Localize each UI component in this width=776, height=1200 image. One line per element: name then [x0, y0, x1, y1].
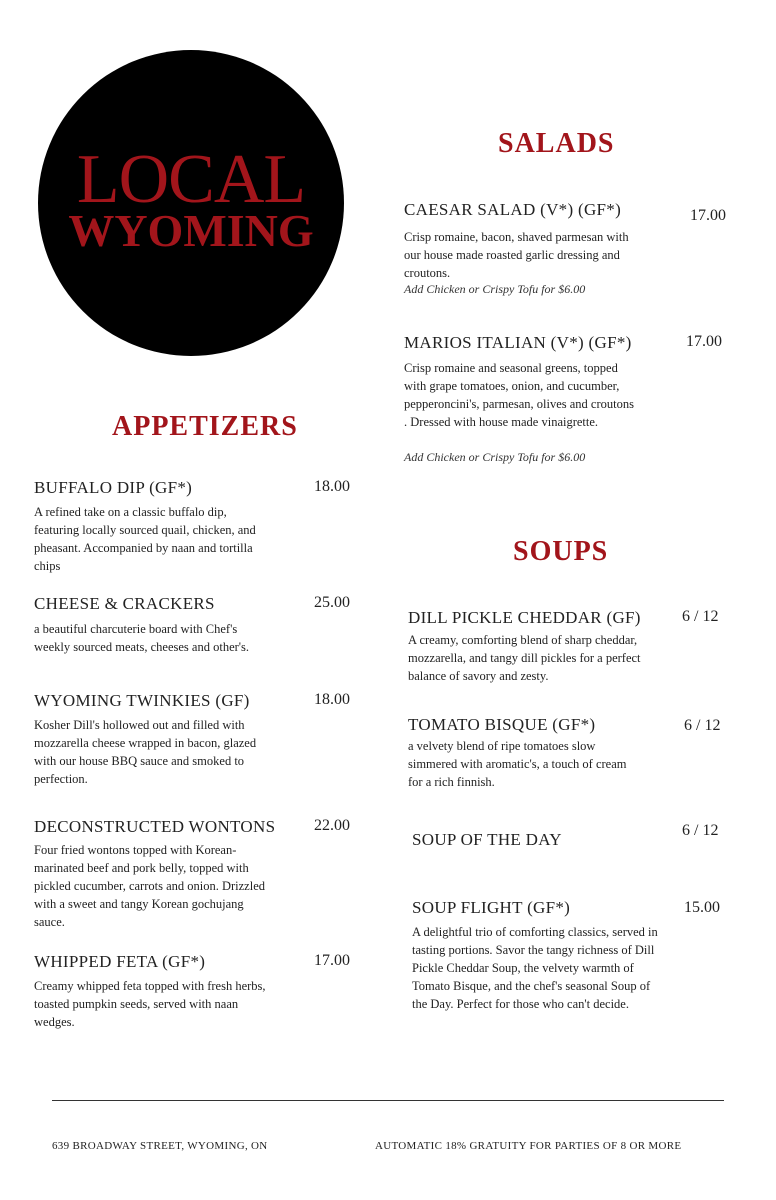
menu-item-description: Crisp romaine and seasonal greens, topped with grape tomatoes, onion, and cucumber, pepperoncini's, parmesan, olives and croutons . Dressed with house made vinaigrette. — [404, 361, 634, 429]
footer-gratuity-notice: AUTOMATIC 18% GRATUITY FOR PARTIES OF 8 OR MORE — [375, 1140, 682, 1152]
logo-text-wyoming: WYOMING — [68, 205, 314, 256]
menu-item-description: A creamy, comforting blend of sharp cheddar, mozzarella, and tangy dill pickles for a perfect balance of savory and zesty. — [408, 633, 641, 683]
menu-item-addon-note: Add Chicken or Crispy Tofu for $6.00 — [404, 450, 586, 464]
menu-item-price: 17.00 — [690, 207, 726, 224]
menu-item-price: 6 / 12 — [682, 822, 719, 839]
menu-item-name: DILL PICKLE CHEDDAR (GF) — [408, 608, 641, 627]
menu-item-description: A delightful trio of comforting classics, served in tasting portions. Savor the tangy richness of Dill Pickle Cheddar Soup, the velvety warmth of Tomato Bisque, and the chef's seasonal Soup of the Day. Perfect for those who can't decide. — [412, 925, 658, 1011]
menu-item-description: A refined take on a classic buffalo dip, featuring locally sourced quail, chicken, and pheasant. Accompanied by naan and tortilla chips — [34, 505, 256, 573]
menu-item-name: MARIOS ITALIAN (V*) (GF*) — [404, 333, 632, 352]
menu-item-price: 18.00 — [314, 691, 350, 708]
menu-item-price: 6 / 12 — [682, 608, 719, 625]
footer-divider — [52, 1100, 724, 1101]
section-heading-salads: SALADS — [498, 128, 615, 159]
menu-item-name: SOUP FLIGHT (GF*) — [412, 898, 571, 917]
menu-item-name: SOUP OF THE DAY — [412, 830, 562, 849]
restaurant-logo — [38, 50, 344, 356]
menu-item-price: 25.00 — [314, 594, 350, 611]
menu-item-name: WHIPPED FETA (GF*) — [34, 952, 206, 971]
menu-item-price: 17.00 — [686, 333, 722, 350]
menu-item-name: CHEESE & CRACKERS — [34, 594, 215, 613]
menu-item-addon-note: Add Chicken or Crispy Tofu for $6.00 — [404, 282, 586, 296]
menu-item-description: Creamy whipped feta topped with fresh herbs, toasted pumpkin seeds, served with naan wedges. — [34, 979, 266, 1029]
menu-item-price: 6 / 12 — [684, 717, 721, 734]
menu-item-description: Crisp romaine, bacon, shaved parmesan with our house made roasted garlic dressing and croutons. — [404, 230, 629, 280]
menu-item-price: 15.00 — [684, 899, 720, 916]
menu-item-price: 17.00 — [314, 952, 350, 969]
menu-item-description: a velvety blend of ripe tomatoes slow simmered with aromatic's, a touch of cream for a rich finnish. — [408, 739, 627, 789]
menu-item-price: 22.00 — [314, 817, 350, 834]
menu-item-description: a beautiful charcuterie board with Chef's weekly sourced meats, cheeses and other's. — [34, 622, 250, 654]
logo-text-local: LOCAL — [76, 141, 306, 218]
menu-item-name: CAESAR SALAD (V*) (GF*) — [404, 200, 622, 219]
menu-item-name: WYOMING TWINKIES (GF) — [34, 691, 250, 710]
menu-item-price: 18.00 — [314, 478, 350, 495]
menu-item-description: Four fried wontons topped with Korean-marinated beef and pork belly, topped with pickled cucumber, carrots and onion. Drizzled with a sweet and tangy Korean gochujang sauce. — [34, 843, 266, 929]
menu-item-description: Kosher Dill's hollowed out and filled with mozzarella cheese wrapped in bacon, glazed with our house BBQ sauce and smoked to perfection. — [34, 718, 257, 786]
menu-item-name: TOMATO BISQUE (GF*) — [408, 715, 596, 734]
section-heading-soups: SOUPS — [513, 536, 609, 567]
footer-address: 639 BROADWAY STREET, WYOMING, ON — [52, 1140, 268, 1152]
menu-item-name: DECONSTRUCTED WONTONS — [34, 817, 276, 836]
menu-item-name: BUFFALO DIP (GF*) — [34, 478, 193, 497]
section-heading-appetizers: APPETIZERS — [112, 411, 298, 442]
